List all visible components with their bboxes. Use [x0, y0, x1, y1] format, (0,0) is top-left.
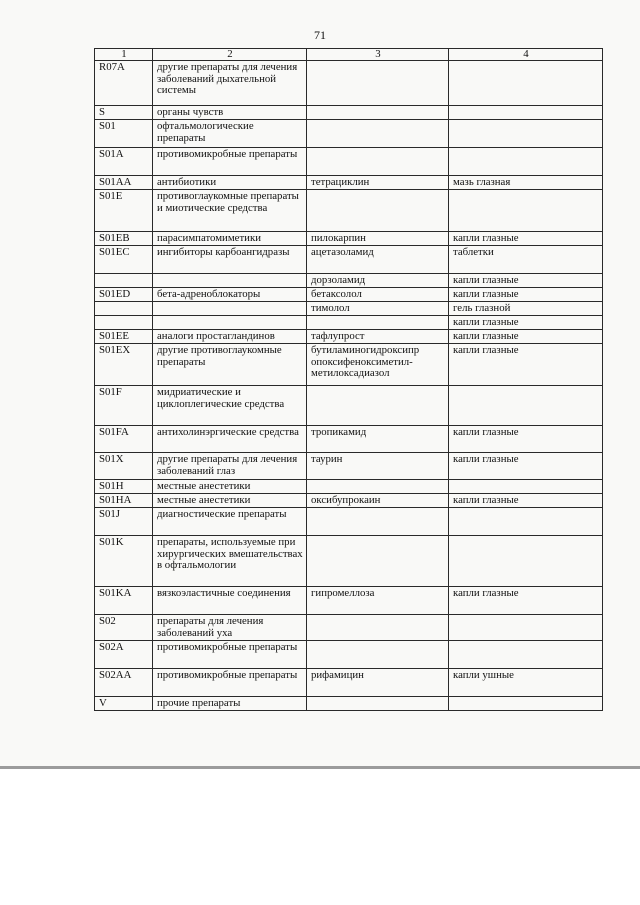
drug-cell: [307, 641, 449, 669]
form-cell: капли глазные: [449, 344, 603, 386]
group-cell: [153, 302, 307, 316]
drug-cell: дорзоламид: [307, 274, 449, 288]
form-cell: капли глазные: [449, 453, 603, 480]
table-row: [95, 669, 603, 697]
atc-code-cell: S01AA: [95, 176, 153, 190]
drug-cell: [307, 697, 449, 711]
form-cell: мазь глазная: [449, 176, 603, 190]
group-cell: диагностические препараты: [153, 508, 307, 536]
form-cell: [449, 641, 603, 669]
group-cell: ингибиторы карбоангидразы: [153, 246, 307, 274]
form-cell: [449, 508, 603, 536]
atc-code-cell: V: [95, 697, 153, 711]
atc-code-cell: S01E: [95, 190, 153, 232]
drug-cell: ацетазоламид: [307, 246, 449, 274]
form-cell: [449, 61, 603, 106]
atc-code-cell: S01H: [95, 480, 153, 494]
table-row: [95, 536, 603, 587]
drug-cell: бетаксолол: [307, 288, 449, 302]
form-cell: [449, 615, 603, 641]
table-row: [95, 494, 603, 508]
table-row: [95, 453, 603, 480]
atc-code-cell: S01EE: [95, 330, 153, 344]
table-row: [95, 190, 603, 232]
column-header: 2: [153, 49, 307, 61]
atc-code-cell: [95, 274, 153, 288]
scan-edge: [0, 766, 640, 769]
medication-table: [94, 48, 603, 711]
drug-cell: [307, 508, 449, 536]
atc-code-cell: [95, 302, 153, 316]
drug-cell: [307, 190, 449, 232]
group-cell: местные анестетики: [153, 494, 307, 508]
atc-code-cell: S01J: [95, 508, 153, 536]
table-row: [95, 330, 603, 344]
table-row: [95, 120, 603, 148]
atc-code-cell: S01HA: [95, 494, 153, 508]
group-cell: аналоги простагландинов: [153, 330, 307, 344]
form-cell: капли глазные: [449, 316, 603, 330]
table-row: [95, 641, 603, 669]
drug-cell: пилокарпин: [307, 232, 449, 246]
table-header-row: [95, 49, 603, 61]
drug-cell: [307, 120, 449, 148]
form-cell: капли ушные: [449, 669, 603, 697]
column-header: 3: [307, 49, 449, 61]
table-row: [95, 61, 603, 106]
group-cell: антибиотики: [153, 176, 307, 190]
drug-cell: [307, 316, 449, 330]
group-cell: антихолинэргические средства: [153, 426, 307, 453]
form-cell: капли глазные: [449, 330, 603, 344]
table-row: [95, 615, 603, 641]
table-row: [95, 148, 603, 176]
table-row: [95, 480, 603, 494]
column-header: 1: [95, 49, 153, 61]
table-row: [95, 232, 603, 246]
group-cell: парасимпатомиметики: [153, 232, 307, 246]
drug-cell: [307, 480, 449, 494]
group-cell: противомикробные препараты: [153, 641, 307, 669]
form-cell: капли глазные: [449, 288, 603, 302]
table-row: [95, 274, 603, 288]
group-cell: вязкоэластичные соединения: [153, 587, 307, 615]
group-cell: офтальмологические препараты: [153, 120, 307, 148]
form-cell: [449, 480, 603, 494]
table-row: [95, 426, 603, 453]
drug-cell: [307, 61, 449, 106]
table-row: [95, 508, 603, 536]
table-row: [95, 316, 603, 330]
form-cell: [449, 386, 603, 426]
drug-cell: [307, 148, 449, 176]
table-body: [95, 61, 603, 711]
drug-cell: оксибупрокаин: [307, 494, 449, 508]
drug-cell: [307, 615, 449, 641]
group-cell: [153, 274, 307, 288]
table-row: [95, 344, 603, 386]
table-row: [95, 288, 603, 302]
form-cell: [449, 106, 603, 120]
form-cell: [449, 536, 603, 587]
group-cell: бета-адреноблокаторы: [153, 288, 307, 302]
form-cell: [449, 190, 603, 232]
form-cell: капли глазные: [449, 494, 603, 508]
group-cell: органы чувств: [153, 106, 307, 120]
column-header: 4: [449, 49, 603, 61]
table-row: [95, 697, 603, 711]
group-cell: другие противоглаукомные препараты: [153, 344, 307, 386]
form-cell: гель глазной: [449, 302, 603, 316]
group-cell: препараты для лечения заболеваний уха: [153, 615, 307, 641]
drug-cell: тимолол: [307, 302, 449, 316]
table-row: [95, 246, 603, 274]
form-cell: таблетки: [449, 246, 603, 274]
group-cell: противомикробные препараты: [153, 669, 307, 697]
atc-code-cell: S01EC: [95, 246, 153, 274]
atc-code-cell: S01: [95, 120, 153, 148]
atc-code-cell: S01FA: [95, 426, 153, 453]
table-row: [95, 106, 603, 120]
atc-code-cell: S01K: [95, 536, 153, 587]
drug-cell: рифамицин: [307, 669, 449, 697]
drug-cell: [307, 386, 449, 426]
drug-cell: таурин: [307, 453, 449, 480]
table-row: [95, 587, 603, 615]
drug-cell: бутиламиногидроксипр опоксифеноксиметил-метилоксадиазол: [307, 344, 449, 386]
atc-code-cell: S01EB: [95, 232, 153, 246]
atc-code-cell: S01X: [95, 453, 153, 480]
group-cell: мидриатические и циклоплегические средства: [153, 386, 307, 426]
group-cell: прочие препараты: [153, 697, 307, 711]
drug-cell: гипромеллоза: [307, 587, 449, 615]
drug-cell: тропикамид: [307, 426, 449, 453]
form-cell: капли глазные: [449, 587, 603, 615]
atc-code-cell: S01A: [95, 148, 153, 176]
drug-cell: тафлупрост: [307, 330, 449, 344]
atc-code-cell: S01KA: [95, 587, 153, 615]
atc-code-cell: S02A: [95, 641, 153, 669]
group-cell: местные анестетики: [153, 480, 307, 494]
drug-cell: [307, 536, 449, 587]
form-cell: капли глазные: [449, 426, 603, 453]
group-cell: другие препараты для лечения заболеваний глаз: [153, 453, 307, 480]
form-cell: [449, 148, 603, 176]
form-cell: [449, 120, 603, 148]
group-cell: препараты, используемые при хирургических вмешательствах в офтальмологии: [153, 536, 307, 587]
form-cell: [449, 697, 603, 711]
atc-code-cell: S02: [95, 615, 153, 641]
atc-code-cell: R07A: [95, 61, 153, 106]
group-cell: [153, 316, 307, 330]
table-row: [95, 386, 603, 426]
atc-code-cell: S01ED: [95, 288, 153, 302]
drug-cell: тетрациклин: [307, 176, 449, 190]
page-number: 71: [314, 28, 326, 42]
table-row: [95, 302, 603, 316]
drug-cell: [307, 106, 449, 120]
group-cell: другие препараты для лечения заболеваний дыхательной системы: [153, 61, 307, 106]
atc-code-cell: S02AA: [95, 669, 153, 697]
atc-code-cell: S01EX: [95, 344, 153, 386]
atc-code-cell: [95, 316, 153, 330]
group-cell: противоглаукомные препараты и миотические средства: [153, 190, 307, 232]
atc-code-cell: S01F: [95, 386, 153, 426]
atc-code-cell: S: [95, 106, 153, 120]
table-row: [95, 176, 603, 190]
form-cell: капли глазные: [449, 232, 603, 246]
group-cell: противомикробные препараты: [153, 148, 307, 176]
form-cell: капли глазные: [449, 274, 603, 288]
